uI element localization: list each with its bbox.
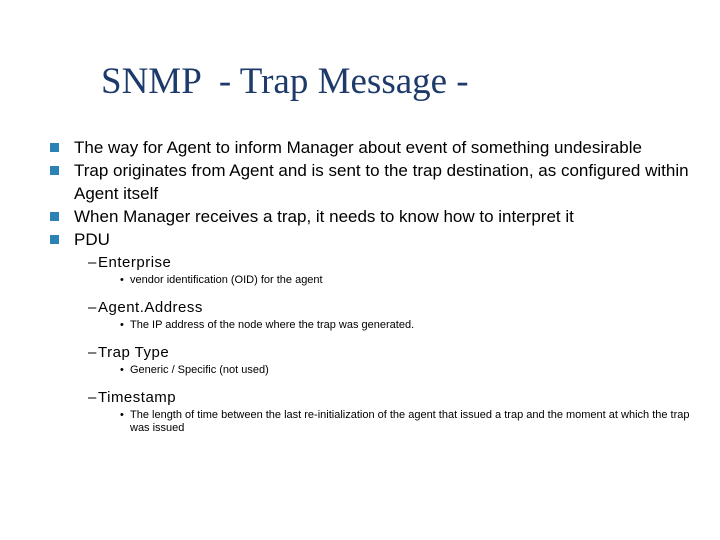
square-bullet-icon <box>50 235 59 244</box>
pdu-field <box>50 343 690 363</box>
pdu-field-detail <box>50 274 690 287</box>
dash-marker: – <box>88 299 97 316</box>
square-bullet-icon <box>50 166 59 175</box>
bullet-item <box>50 159 690 205</box>
bullet-item <box>50 136 690 159</box>
pdu-field <box>50 253 690 273</box>
bullet-text: When Manager receives a trap, it needs to know how to interpret it <box>74 207 574 226</box>
pdu-field-detail-text: The length of time between the last re-initialization of the agent that issued a trap and the moment at which the trap was issued <box>130 409 690 434</box>
pdu-field-detail <box>50 409 690 435</box>
dot-marker: • <box>120 319 124 331</box>
square-bullet-icon <box>50 212 59 221</box>
pdu-field-detail-text: Generic / Specific (not used) <box>130 364 269 376</box>
bullet-text: Trap originates from Agent and is sent to the trap destination, as configured within Agent itself <box>74 161 689 203</box>
slide-title: SNMP - Trap Message - <box>101 61 469 102</box>
pdu-field-detail <box>50 319 690 332</box>
dot-marker: • <box>120 364 124 376</box>
pdu-field-name: Trap Type <box>98 344 170 361</box>
dot-marker: • <box>120 274 124 286</box>
bullet-text: The way for Agent to inform Manager about event of something undesirable <box>74 138 642 157</box>
dash-marker: – <box>88 254 97 271</box>
pdu-field-detail <box>50 364 690 377</box>
dot-marker: • <box>120 409 124 421</box>
dash-marker: – <box>88 344 97 361</box>
pdu-field <box>50 388 690 408</box>
pdu-field-name: Enterprise <box>98 254 172 271</box>
bullet-item <box>50 228 690 251</box>
bullet-list <box>50 136 690 446</box>
dash-marker: – <box>88 389 97 406</box>
pdu-field-detail-text: The IP address of the node where the trap was generated. <box>130 319 415 331</box>
pdu-field-detail-text: vendor identification (OID) for the agent <box>130 274 323 286</box>
bullet-item <box>50 205 690 228</box>
pdu-field <box>50 298 690 318</box>
square-bullet-icon <box>50 143 59 152</box>
pdu-field-name: Timestamp <box>98 389 177 406</box>
pdu-field-name: Agent.Address <box>98 299 203 316</box>
bullet-text: PDU <box>74 230 110 249</box>
